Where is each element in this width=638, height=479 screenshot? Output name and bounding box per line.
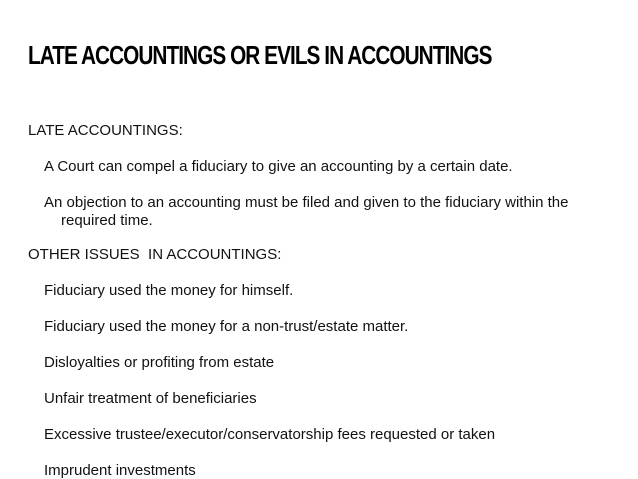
list-item: Fiduciary used the money for a non-trust/estate matter.: [44, 318, 409, 335]
section-heading-late-accountings: LATE ACCOUNTINGS:: [28, 122, 183, 139]
list-item: An objection to an accounting must be filed and given to the fiduciary within the required time.: [44, 194, 569, 229]
list-item: A Court can compel a fiduciary to give an accounting by a certain date.: [44, 158, 513, 175]
list-item: Disloyalties or profiting from estate: [44, 354, 275, 371]
list-item: Imprudent investments: [44, 462, 196, 479]
list-item: Fiduciary used the money for himself.: [44, 282, 294, 299]
list-item: Unfair treatment of beneficiaries: [44, 390, 257, 407]
list-item: Excessive trustee/executor/conservatorship fees requested or taken: [44, 426, 496, 443]
slide-body: [28, 122, 618, 479]
section-heading-other-issues: OTHER ISSUES IN ACCOUNTINGS:: [28, 246, 282, 263]
slide-title: LATE ACCOUNTINGS OR EVILS IN ACCOUNTINGS: [28, 40, 492, 70]
